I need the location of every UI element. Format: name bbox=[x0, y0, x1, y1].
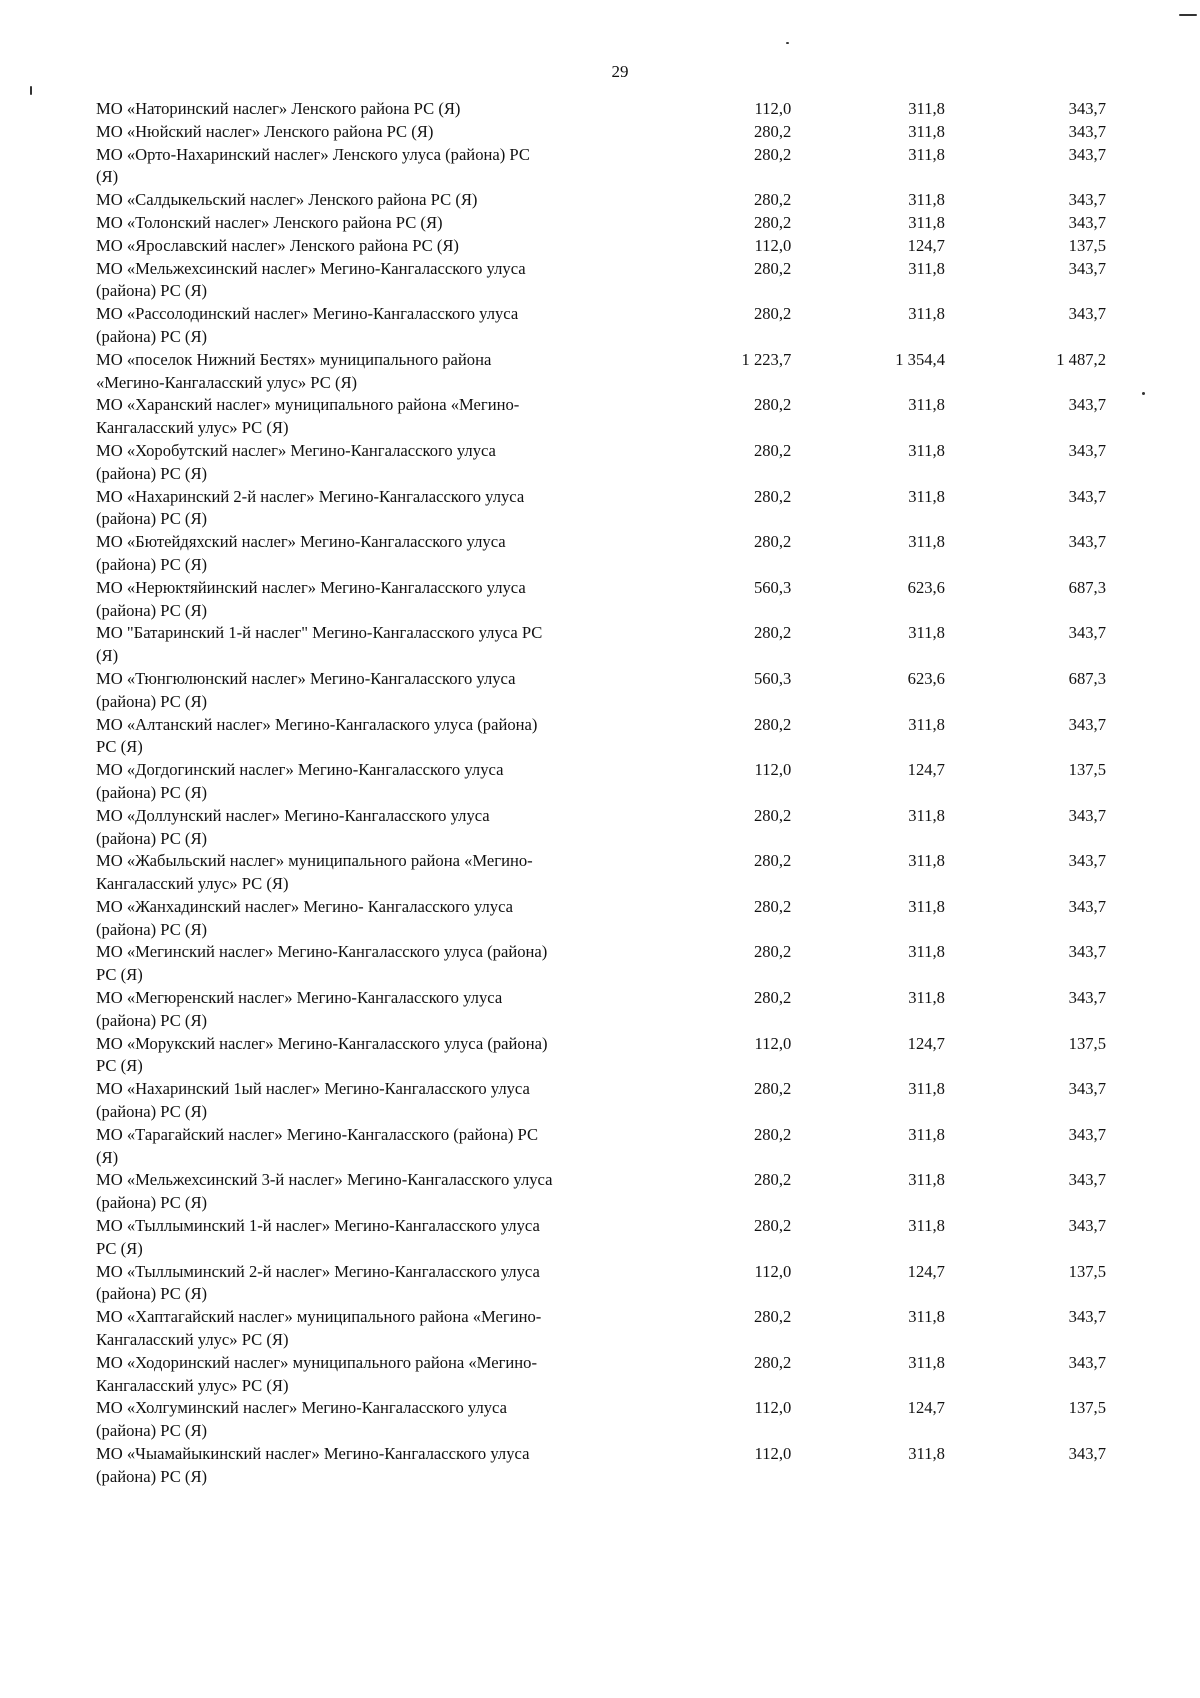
value-col-2: 311,8 bbox=[908, 896, 945, 916]
value-col-3: 137,5 bbox=[1068, 235, 1106, 255]
value-col-2: 311,8 bbox=[908, 1124, 945, 1144]
table-row bbox=[96, 1443, 1106, 1489]
value-col-3: 343,7 bbox=[1068, 395, 1106, 415]
value-col-2: 311,8 bbox=[908, 851, 945, 871]
table-row bbox=[96, 668, 1106, 714]
value-col-3: 137,5 bbox=[1068, 1261, 1106, 1281]
value-col-2: 311,8 bbox=[908, 486, 945, 506]
value-col-2: 311,8 bbox=[908, 121, 945, 141]
value-col-2: 311,8 bbox=[908, 144, 945, 164]
scan-speck bbox=[1179, 14, 1197, 16]
municipality-name: МО «Наторинский наслег» Ленского района РС (Я) bbox=[96, 99, 461, 118]
value-col-2: 311,8 bbox=[908, 623, 945, 643]
value-col-3: 343,7 bbox=[1068, 532, 1106, 552]
funding-table bbox=[96, 98, 1106, 1489]
value-col-2: 311,8 bbox=[908, 1444, 945, 1464]
value-col-3: 343,7 bbox=[1068, 805, 1106, 825]
value-col-3: 137,5 bbox=[1068, 1033, 1106, 1053]
table-row bbox=[96, 987, 1106, 1033]
value-col-1: 1 223,7 bbox=[741, 349, 792, 369]
value-col-2: 311,8 bbox=[908, 440, 945, 460]
table-row bbox=[96, 1169, 1106, 1215]
value-col-1: 280,2 bbox=[753, 1216, 792, 1236]
table-row bbox=[96, 1352, 1106, 1398]
value-col-2: 311,8 bbox=[908, 304, 945, 324]
value-col-2: 311,8 bbox=[908, 532, 945, 552]
value-col-1: 280,2 bbox=[753, 486, 792, 506]
value-col-2: 623,6 bbox=[907, 577, 945, 597]
value-col-3: 343,7 bbox=[1068, 144, 1106, 164]
value-col-2: 623,6 bbox=[907, 668, 945, 688]
value-col-1: 280,2 bbox=[753, 1170, 792, 1190]
municipality-name: МО «Холгуминский наслег» Мегино-Кангаласского улуса (района) РС (Я) bbox=[96, 1398, 507, 1441]
value-col-1: 112,0 bbox=[754, 760, 792, 780]
value-col-2: 311,8 bbox=[908, 714, 945, 734]
value-col-1: 280,2 bbox=[753, 1079, 792, 1099]
municipality-name: МО «Тыллыминский 1-й наслег» Мегино-Кангаласского улуса РС (Я) bbox=[96, 1216, 540, 1258]
value-col-1: 280,2 bbox=[753, 896, 792, 916]
table-row bbox=[96, 212, 1106, 235]
table-row bbox=[96, 714, 1106, 760]
value-col-2: 311,8 bbox=[908, 942, 945, 962]
value-col-3: 343,7 bbox=[1068, 304, 1106, 324]
value-col-1: 280,2 bbox=[753, 212, 792, 232]
value-col-1: 112,0 bbox=[754, 1033, 792, 1053]
table-row bbox=[96, 121, 1106, 144]
table-row bbox=[96, 486, 1106, 532]
municipality-name: МО «Догдогинский наслег» Мегино-Кангаласского улуса (района) РС (Я) bbox=[96, 760, 504, 802]
value-col-3: 343,7 bbox=[1068, 942, 1106, 962]
value-col-2: 124,7 bbox=[907, 1033, 945, 1053]
table-row bbox=[96, 850, 1106, 896]
value-col-3: 343,7 bbox=[1068, 212, 1106, 232]
value-col-2: 311,8 bbox=[908, 988, 945, 1008]
value-col-1: 280,2 bbox=[753, 532, 792, 552]
municipality-name: МО «Тюнгюлюнский наслег» Мегино-Кангаласского улуса (района) РС (Я) bbox=[96, 668, 516, 711]
value-col-1: 560,3 bbox=[753, 668, 792, 688]
value-col-2: 311,8 bbox=[908, 1170, 945, 1190]
table-row bbox=[96, 577, 1106, 623]
municipality-name: МО «Толонский наслег» Ленского района РС (Я) bbox=[96, 212, 443, 232]
value-col-2: 311,8 bbox=[908, 1079, 945, 1099]
value-col-1: 280,2 bbox=[753, 1307, 792, 1327]
municipality-name: МО «Мегюренский наслег» Мегино-Кангаласского улуса (района) РС (Я) bbox=[96, 988, 503, 1030]
page-number: 29 bbox=[611, 62, 629, 81]
value-col-3: 687,3 bbox=[1068, 668, 1106, 688]
value-col-2: 311,8 bbox=[908, 99, 945, 118]
value-col-3: 343,7 bbox=[1068, 851, 1106, 871]
municipality-name: МО «Орто-Нахаринский наслег» Ленского улуса (района) РС (Я) bbox=[96, 144, 530, 187]
table-row bbox=[96, 189, 1106, 212]
value-col-1: 280,2 bbox=[753, 1352, 792, 1372]
value-col-3: 343,7 bbox=[1068, 99, 1106, 118]
scan-speck bbox=[1142, 392, 1145, 395]
value-col-1: 280,2 bbox=[753, 440, 792, 460]
value-col-1: 280,2 bbox=[753, 805, 792, 825]
value-col-3: 343,7 bbox=[1068, 988, 1106, 1008]
municipality-name: МО «Мельжехсинский 3-й наслег» Мегино-Кангаласского улуса (района) РС (Я) bbox=[96, 1170, 553, 1213]
value-col-2: 311,8 bbox=[908, 805, 945, 825]
municipality-name: МО «Тыллыминский 2-й наслег» Мегино-Кангаласского улуса (района) РС (Я) bbox=[96, 1261, 540, 1304]
value-col-1: 280,2 bbox=[753, 623, 792, 643]
value-col-1: 280,2 bbox=[753, 1124, 792, 1144]
table-row bbox=[96, 1261, 1106, 1307]
value-col-1: 112,0 bbox=[754, 1261, 792, 1281]
municipality-name: МО «Салдыкельский наслег» Ленского района РС (Я) bbox=[96, 190, 478, 210]
value-col-1: 112,0 bbox=[754, 235, 792, 255]
table-row bbox=[96, 394, 1106, 440]
municipality-name: МО «Нахаринский 1ый наслег» Мегино-Кангаласского улуса (района) РС (Я) bbox=[96, 1079, 530, 1122]
municipality-name: МО «Жанхадинский наслег» Мегино- Кангаласского улуса (района) РС (Я) bbox=[96, 896, 514, 939]
value-col-1: 112,0 bbox=[754, 1444, 792, 1464]
value-col-1: 280,2 bbox=[753, 144, 792, 164]
value-col-3: 137,5 bbox=[1068, 1398, 1106, 1418]
table-row bbox=[96, 349, 1106, 395]
value-col-3: 343,7 bbox=[1068, 440, 1106, 460]
value-col-3: 343,7 bbox=[1068, 1352, 1106, 1372]
value-col-1: 280,2 bbox=[753, 121, 792, 141]
municipality-name: МО «Мегинский наслег» Мегино-Кангаласского улуса (района) РС (Я) bbox=[96, 942, 548, 985]
table-row bbox=[96, 144, 1106, 190]
value-col-3: 137,5 bbox=[1068, 760, 1106, 780]
value-col-1: 112,0 bbox=[754, 99, 792, 118]
value-col-3: 343,7 bbox=[1068, 896, 1106, 916]
value-col-3: 343,7 bbox=[1068, 1216, 1106, 1236]
value-col-3: 343,7 bbox=[1068, 1124, 1106, 1144]
value-col-2: 311,8 bbox=[908, 1352, 945, 1372]
table-row bbox=[96, 1033, 1106, 1079]
municipality-name: МО «Хаптагайский наслег» муниципального района «Мегино-Кангаласский улус» РС (Я) bbox=[96, 1307, 542, 1350]
value-col-1: 280,2 bbox=[753, 988, 792, 1008]
table-row bbox=[96, 303, 1106, 349]
value-col-1: 280,2 bbox=[753, 714, 792, 734]
municipality-name: МО «Рассолодинский наслег» Мегино-Кангаласского улуса (района) РС (Я) bbox=[96, 304, 519, 346]
municipality-name: МО «Алтанский наслег» Мегино-Кангалаского улуса (района) РС (Я) bbox=[96, 714, 538, 757]
municipality-name: МО «Нюйский наслег» Ленского района РС (Я) bbox=[96, 121, 434, 141]
table-row bbox=[96, 1078, 1106, 1124]
value-col-2: 311,8 bbox=[908, 395, 945, 415]
municipality-name: МО «Жабыльский наслег» муниципального района «Мегино-Кангаласский улус» РС (Я) bbox=[96, 851, 533, 894]
value-col-3: 343,7 bbox=[1068, 1444, 1106, 1464]
value-col-3: 343,7 bbox=[1068, 714, 1106, 734]
municipality-name: МО «Нахаринский 2-й наслег» Мегино-Кангаласского улуса (района) РС (Я) bbox=[96, 486, 525, 529]
value-col-1: 280,2 bbox=[753, 851, 792, 871]
municipality-name: МО «Харанский наслег» муниципального района «Мегино-Кангаласский улус» РС (Я) bbox=[96, 395, 520, 438]
value-col-2: 311,8 bbox=[908, 212, 945, 232]
value-col-3: 343,7 bbox=[1068, 1170, 1106, 1190]
scan-speck bbox=[30, 86, 32, 95]
municipality-name: МО «Доллунский наслег» Мегино-Кангаласского улуса (района) РС (Я) bbox=[96, 805, 490, 848]
value-col-1: 280,2 bbox=[753, 258, 792, 278]
value-col-3: 1 487,2 bbox=[1056, 349, 1106, 369]
municipality-name: МО «Ходоринский наслег» муниципального района «Мегино-Кангаласский улус» РС (Я) bbox=[96, 1352, 537, 1395]
value-col-3: 343,7 bbox=[1068, 1079, 1106, 1099]
table-row bbox=[96, 896, 1106, 942]
value-col-3: 343,7 bbox=[1068, 1307, 1106, 1327]
value-col-3: 343,7 bbox=[1068, 258, 1106, 278]
table-row bbox=[96, 805, 1106, 851]
value-col-2: 311,8 bbox=[908, 258, 945, 278]
value-col-3: 343,7 bbox=[1068, 486, 1106, 506]
municipality-name: МО "Батаринский 1-й наслег" Мегино-Кангаласского улуса РС (Я) bbox=[96, 623, 543, 666]
table-row bbox=[96, 1124, 1106, 1170]
municipality-name: МО «поселок Нижний Бестях» муниципального района «Мегино-Кангаласский улус» РС (Я) bbox=[96, 349, 492, 392]
value-col-1: 280,2 bbox=[753, 942, 792, 962]
municipality-name: МО «Нерюктяйинский наслег» Мегино-Кангаласского улуса (района) РС (Я) bbox=[96, 577, 526, 620]
value-col-1: 280,2 bbox=[753, 395, 792, 415]
value-col-1: 560,3 bbox=[753, 577, 792, 597]
table-row bbox=[96, 235, 1106, 258]
value-col-3: 687,3 bbox=[1068, 577, 1106, 597]
value-col-2: 124,7 bbox=[907, 760, 945, 780]
municipality-name: МО «Тарагайский наслег» Мегино-Кангаласского (района) РС (Я) bbox=[96, 1124, 539, 1167]
value-col-1: 112,0 bbox=[754, 1398, 792, 1418]
value-col-2: 311,8 bbox=[908, 190, 945, 210]
value-col-3: 343,7 bbox=[1068, 190, 1106, 210]
value-col-2: 124,7 bbox=[907, 235, 945, 255]
table-row bbox=[96, 941, 1106, 987]
municipality-name: МО «Хоробутский наслег» Мегино-Кангаласского улуса (района) РС (Я) bbox=[96, 440, 496, 483]
value-col-2: 124,7 bbox=[907, 1261, 945, 1281]
table-row bbox=[96, 440, 1106, 486]
value-col-3: 343,7 bbox=[1068, 623, 1106, 643]
table-row bbox=[96, 258, 1106, 304]
municipality-name: МО «Бютейдяхский наслег» Мегино-Кангаласского улуса (района) РС (Я) bbox=[96, 532, 506, 574]
table-row bbox=[96, 1397, 1106, 1443]
table-row bbox=[96, 1306, 1106, 1352]
scan-speck bbox=[786, 42, 789, 44]
value-col-2: 311,8 bbox=[908, 1216, 945, 1236]
municipality-name: МО «Ярославский наслег» Ленского района РС (Я) bbox=[96, 235, 459, 255]
value-col-1: 280,2 bbox=[753, 190, 792, 210]
value-col-2: 311,8 bbox=[908, 1307, 945, 1327]
value-col-1: 280,2 bbox=[753, 304, 792, 324]
table-row bbox=[96, 531, 1106, 577]
municipality-name: МО «Чыамайыкинский наслег» Мегино-Кангаласского улуса (района) РС (Я) bbox=[96, 1444, 530, 1486]
table-row bbox=[96, 622, 1106, 668]
municipality-name: МО «Морукский наслег» Мегино-Кангаласского улуса (района) РС (Я) bbox=[96, 1033, 548, 1076]
value-col-3: 343,7 bbox=[1068, 121, 1106, 141]
table-row bbox=[96, 1215, 1106, 1261]
table-row bbox=[96, 98, 1106, 121]
value-col-2: 124,7 bbox=[907, 1398, 945, 1418]
municipality-name: МО «Мельжехсинский наслег» Мегино-Кангаласского улуса (района) РС (Я) bbox=[96, 258, 526, 301]
value-col-2: 1 354,4 bbox=[895, 349, 945, 369]
table-row bbox=[96, 759, 1106, 805]
